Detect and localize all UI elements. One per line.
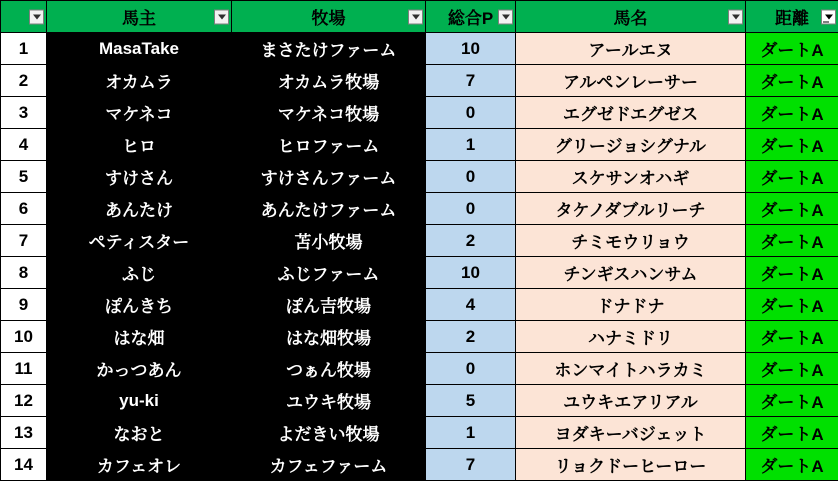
horse-name-cell[interactable]: ホンマイトハラカミ	[516, 353, 746, 385]
farm-cell[interactable]: つぁん牧場	[232, 353, 426, 385]
row-number-cell[interactable]: 14	[1, 449, 47, 481]
farm-cell[interactable]: まさたけファーム	[232, 33, 426, 65]
owner-cell[interactable]: ヒロ	[47, 129, 232, 161]
owner-cell[interactable]: マケネコ	[47, 97, 232, 129]
distance-cell[interactable]: ダートA	[746, 257, 838, 289]
table-row[interactable]	[1, 417, 838, 449]
owner-cell[interactable]: あんたけ	[47, 193, 232, 225]
table-row[interactable]	[1, 193, 838, 225]
row-number-cell[interactable]: 9	[1, 289, 47, 321]
points-cell[interactable]: 4	[426, 289, 516, 321]
points-cell[interactable]: 7	[426, 449, 516, 481]
points-cell[interactable]: 1	[426, 417, 516, 449]
owner-cell[interactable]: yu-ki	[47, 385, 232, 417]
farm-cell[interactable]: ふじファーム	[232, 257, 426, 289]
row-number-cell[interactable]: 12	[1, 385, 47, 417]
table-row[interactable]	[1, 353, 838, 385]
filter-dropdown-icon-distance-active[interactable]	[821, 9, 836, 24]
owner-cell[interactable]: すけさん	[47, 161, 232, 193]
filter-dropdown-icon-number[interactable]	[29, 9, 44, 24]
table-header-row	[1, 1, 838, 33]
distance-cell[interactable]: ダートA	[746, 417, 838, 449]
filter-dropdown-icon-points[interactable]	[498, 9, 513, 24]
owner-cell[interactable]: かっつあん	[47, 353, 232, 385]
table-body	[1, 33, 838, 481]
points-cell[interactable]: 1	[426, 129, 516, 161]
row-number-cell[interactable]: 7	[1, 225, 47, 257]
distance-cell[interactable]: ダートA	[746, 97, 838, 129]
table-row[interactable]	[1, 449, 838, 481]
distance-cell[interactable]: ダートA	[746, 129, 838, 161]
filter-dropdown-icon-horse-name[interactable]	[728, 9, 743, 24]
farm-cell[interactable]: あんたけファーム	[232, 193, 426, 225]
distance-cell[interactable]: ダートA	[746, 289, 838, 321]
column-header-farm-label: 牧場	[311, 9, 346, 28]
farm-cell[interactable]: カフェファーム	[232, 449, 426, 481]
points-cell[interactable]: 0	[426, 193, 516, 225]
column-header-number	[1, 1, 47, 33]
column-header-horse-name-label: 馬名	[613, 9, 648, 28]
horse-name-cell[interactable]: チミモウリョウ	[516, 225, 746, 257]
row-number-cell[interactable]: 4	[1, 129, 47, 161]
column-header-horse-name	[516, 1, 746, 33]
distance-cell[interactable]: ダートA	[746, 321, 838, 353]
owner-cell[interactable]: はな畑	[47, 321, 232, 353]
row-number-cell[interactable]: 11	[1, 353, 47, 385]
row-number-cell[interactable]: 10	[1, 321, 47, 353]
farm-cell[interactable]: よだきい牧場	[232, 417, 426, 449]
distance-cell[interactable]: ダートA	[746, 193, 838, 225]
owner-cell[interactable]: ペティスター	[47, 225, 232, 257]
distance-cell[interactable]: ダートA	[746, 65, 838, 97]
owner-cell[interactable]: MasaTake	[47, 33, 232, 65]
farm-cell[interactable]: オカムラ牧場	[232, 65, 426, 97]
farm-cell[interactable]: ユウキ牧場	[232, 385, 426, 417]
column-header-farm	[232, 1, 426, 33]
owner-cell[interactable]: オカムラ	[47, 65, 232, 97]
horse-name-cell[interactable]: グリージョシグナル	[516, 129, 746, 161]
table-row[interactable]	[1, 385, 838, 417]
filter-dropdown-icon-farm[interactable]	[408, 9, 423, 24]
points-cell[interactable]: 0	[426, 161, 516, 193]
points-cell[interactable]: 10	[426, 257, 516, 289]
farm-cell[interactable]: はな畑牧場	[232, 321, 426, 353]
farm-cell[interactable]: ぽん吉牧場	[232, 289, 426, 321]
points-cell[interactable]: 2	[426, 225, 516, 257]
column-header-points-label: 総合P	[447, 9, 494, 28]
table-row[interactable]	[1, 161, 838, 193]
farm-cell[interactable]: ヒロファーム	[232, 129, 426, 161]
table-row[interactable]	[1, 321, 838, 353]
points-cell[interactable]: 5	[426, 385, 516, 417]
column-header-distance-label: 距離	[775, 9, 809, 28]
table-row[interactable]	[1, 65, 838, 97]
horse-name-cell[interactable]: エグゼドエグゼス	[516, 97, 746, 129]
farm-cell[interactable]: 苫小牧場	[232, 225, 426, 257]
points-cell[interactable]: 2	[426, 321, 516, 353]
table-row[interactable]	[1, 257, 838, 289]
horse-name-cell[interactable]: ドナドナ	[516, 289, 746, 321]
horse-name-cell[interactable]: チンギスハンサム	[516, 257, 746, 289]
horse-name-cell[interactable]: ユウキエアリアル	[516, 385, 746, 417]
row-number-cell[interactable]: 1	[1, 33, 47, 65]
points-cell[interactable]: 0	[426, 353, 516, 385]
owner-cell[interactable]: ぽんきち	[47, 289, 232, 321]
horse-name-cell[interactable]: アルペンレーサー	[516, 65, 746, 97]
farm-cell[interactable]: マケネコ牧場	[232, 97, 426, 129]
column-header-owner-label: 馬主	[122, 9, 156, 28]
points-cell[interactable]: 10	[426, 33, 516, 65]
points-cell[interactable]: 7	[426, 65, 516, 97]
table-row[interactable]	[1, 289, 838, 321]
distance-cell[interactable]: ダートA	[746, 385, 838, 417]
owner-cell[interactable]: カフェオレ	[47, 449, 232, 481]
row-number-cell[interactable]: 5	[1, 161, 47, 193]
distance-cell[interactable]: ダートA	[746, 161, 838, 193]
distance-cell[interactable]: ダートA	[746, 353, 838, 385]
horse-name-cell[interactable]: ヨダキーバジェット	[516, 417, 746, 449]
owner-cell[interactable]: なおと	[47, 417, 232, 449]
table-row[interactable]	[1, 129, 838, 161]
column-header-owner	[47, 1, 232, 33]
row-number-cell[interactable]: 6	[1, 193, 47, 225]
owner-cell[interactable]: ふじ	[47, 257, 232, 289]
horse-name-cell[interactable]: スケサンオハギ	[516, 161, 746, 193]
points-cell[interactable]: 0	[426, 97, 516, 129]
horse-name-cell[interactable]: アールエヌ	[516, 33, 746, 65]
row-number-cell[interactable]: 13	[1, 417, 47, 449]
farm-cell[interactable]: すけさんファーム	[232, 161, 426, 193]
horse-name-cell[interactable]: ハナミドリ	[516, 321, 746, 353]
row-number-cell[interactable]: 8	[1, 257, 47, 289]
table-row[interactable]	[1, 33, 838, 65]
horse-name-cell[interactable]: リョクドーヒーロー	[516, 449, 746, 481]
table-row[interactable]	[1, 225, 838, 257]
column-header-points	[426, 1, 516, 33]
distance-cell[interactable]: ダートA	[746, 33, 838, 65]
table-row[interactable]	[1, 97, 838, 129]
distance-cell[interactable]: ダートA	[746, 225, 838, 257]
horse-name-cell[interactable]: タケノダブルリーチ	[516, 193, 746, 225]
distance-cell[interactable]: ダートA	[746, 449, 838, 481]
row-number-cell[interactable]: 3	[1, 97, 47, 129]
column-header-distance	[746, 1, 838, 33]
row-number-cell[interactable]: 2	[1, 65, 47, 97]
filter-dropdown-icon-owner[interactable]	[214, 9, 229, 24]
